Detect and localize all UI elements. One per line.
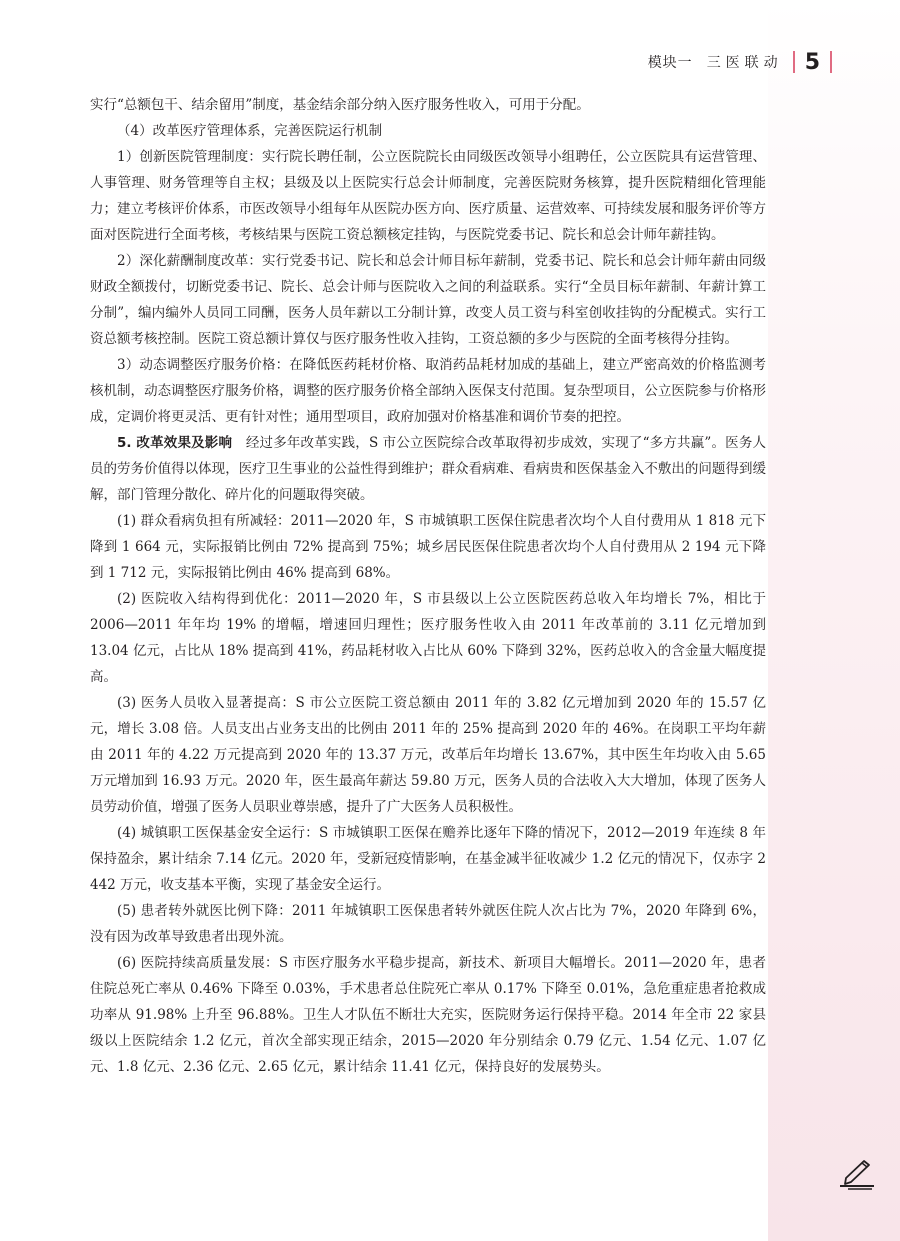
running-header [648, 50, 842, 74]
chapter-label: 模块一 [647, 55, 693, 71]
paragraph: (2) 医院收入结构得到优化：2011—2020 年，S 市县级以上公立医院医药总收入年均增长 7%，相比于 2006—2011 年年均 19% 的增幅，增速回归理性；医疗服务性收入由 2011 年改革前的 3.11 亿元增加到 13.04 亿元，占比从 18% 提高到 41%，药品耗材收入占比从 60% 下降到 32%，医药总收入的含金量大幅度提高。 [90, 591, 766, 685]
section-heading: 5. 改革效果及影响 [117, 435, 233, 451]
paragraph: (5) 患者转外就医比例下降：2011 年城镇职工医保患者转外就医住院人次占比为 7%，2020 年降到 6%，没有因为改革导致患者出现外流。 [90, 903, 766, 945]
paragraph: (4) 城镇职工医保基金安全运行：S 市城镇职工医保在赡养比逐年下降的情况下，2012—2019 年连续 8 年保持盈余，累计结余 7.14 亿元。2020 年，受新冠疫情影响，在基金减半征收减少 1.2 亿元的情况下，仅赤字 2 442 万元，收支基本平衡，实现了基金安全运行。 [90, 825, 766, 893]
paragraph: (3) 医务人员收入显著提高：S 市公立医院工资总额由 2011 年的 3.82 亿元增加到 2020 年的 15.57 亿元，增长 3.08 倍。人员支出占业务支出的比例由 2011 年的 25% 提高到 2020 年的 46%。在岗职工平均年薪由 2011 年的 4.22 万元提高到 2020 年的 13.37 万元，改革后年均增长 13.67%，其中医生年均收入由 5.65 万元增加到 16.93 万元。2020 年，医生最高年薪达 59.80 万元，医务人员的合法收入大大增加，体现了医务人员劳动价值，增强了医务人员职业尊崇感，提升了广大医务人员积极性。 [90, 695, 766, 815]
section-text: 经过多年改革实践，S 市公立医院综合改革取得初步成效，实现了“多方共赢”。医务人员的劳务价值得以体现，医疗卫生事业的公益性得到维护；群众看病难、看病贵和医保基金入不敷出的问题得到缓解，部门管理分散化、碎片化的问题取得突破。 [90, 435, 766, 503]
pen-writing-icon [838, 1158, 876, 1190]
section-paragraph [90, 430, 766, 508]
paragraph: (1) 群众看病负担有所减轻：2011—2020 年，S 市城镇职工医保住院患者次均个人自付费用从 1 818 元下降到 1 664 元，实际报销比例由 72% 提高到 75%；城乡居民医保住院患者次均个人自付费用从 2 194 元下降到 1 712 元，实际报销比例由 46% 提高到 68%。 [90, 513, 766, 581]
paragraph: 1）创新医院管理制度：实行院长聘任制，公立医院院长由同级医改领导小组聘任，公立医院具有运营管理、人事管理、财务管理等自主权；县级及以上医院实行总会计师制度，完善医院财务核算，提升医院精细化管理能力；建立考核评价体系，市医改领导小组每年从医院办医方向、医疗质量、运营效率、可持续发展和服务评价等方面对医院进行全面考核，考核结果与医院工资总额核定挂钩，与医院党委书记、院长和总会计师年薪挂钩。 [90, 149, 766, 243]
paragraph: 实行“总额包干、结余留用”制度，基金结余部分纳入医疗服务性收入，可用于分配。 [90, 97, 590, 113]
page-number: 5 [804, 49, 820, 75]
paragraph: 2）深化薪酬制度改革：实行党委书记、院长和总会计师目标年薪制，党委书记、院长和总会计师年薪由同级财政全额拨付，切断党委书记、院长、总会计师与医院收入之间的利益联系。实行“全员目标年薪制、年薪计算工分制”，编内编外人员同工同酬，医务人员年薪以工分制计算，改变人员工资与科室创收挂钩的分配模式。实行工资总额考核控制。医院工资总额计算仅与医疗服务性收入挂钩，工资总额的多少与医院的全面考核得分挂钩。 [90, 253, 766, 347]
subheading: （4）改革医疗管理体系，完善医院运行机制 [117, 123, 383, 139]
paragraph: (6) 医院持续高质量发展：S 市医疗服务水平稳步提高，新技术、新项目大幅增长。2011—2020 年，患者住院总死亡率从 0.46% 下降至 0.03%，手术患者总住院死亡率从 0.17% 下降至 0.01%，急危重症患者抢救成功率从 91.98% 上升至 96.88%。卫生人才队伍不断壮大充实，医院财务运行保持平稳。2014 年全市 22 家县级以上医院结余 1.2 亿元，首次全部实现正结余，2015—2020 年分别结余 0.79 亿元、1.54 亿元、1.07 亿元、1.8 亿元、2.36 亿元、2.65 亿元，累计结余 11.41 亿元，保持良好的发展势头。 [90, 955, 766, 1075]
header-divider-right [830, 51, 832, 73]
margin-band [768, 0, 900, 1241]
header-divider [793, 51, 795, 73]
chapter-title: 三医联动 [706, 55, 783, 71]
page-body [90, 92, 766, 1080]
paragraph: 3）动态调整医疗服务价格：在降低医药耗材价格、取消药品耗材加成的基础上，建立严密高效的价格监测考核机制，动态调整医疗服务价格，调整的医疗服务价格全部纳入医保支付范围。复杂型项目，公立医院参与价格形成，定调价将更灵活、更有针对性；通用型项目，政府加强对价格基准和调价节奏的把控。 [90, 357, 766, 425]
